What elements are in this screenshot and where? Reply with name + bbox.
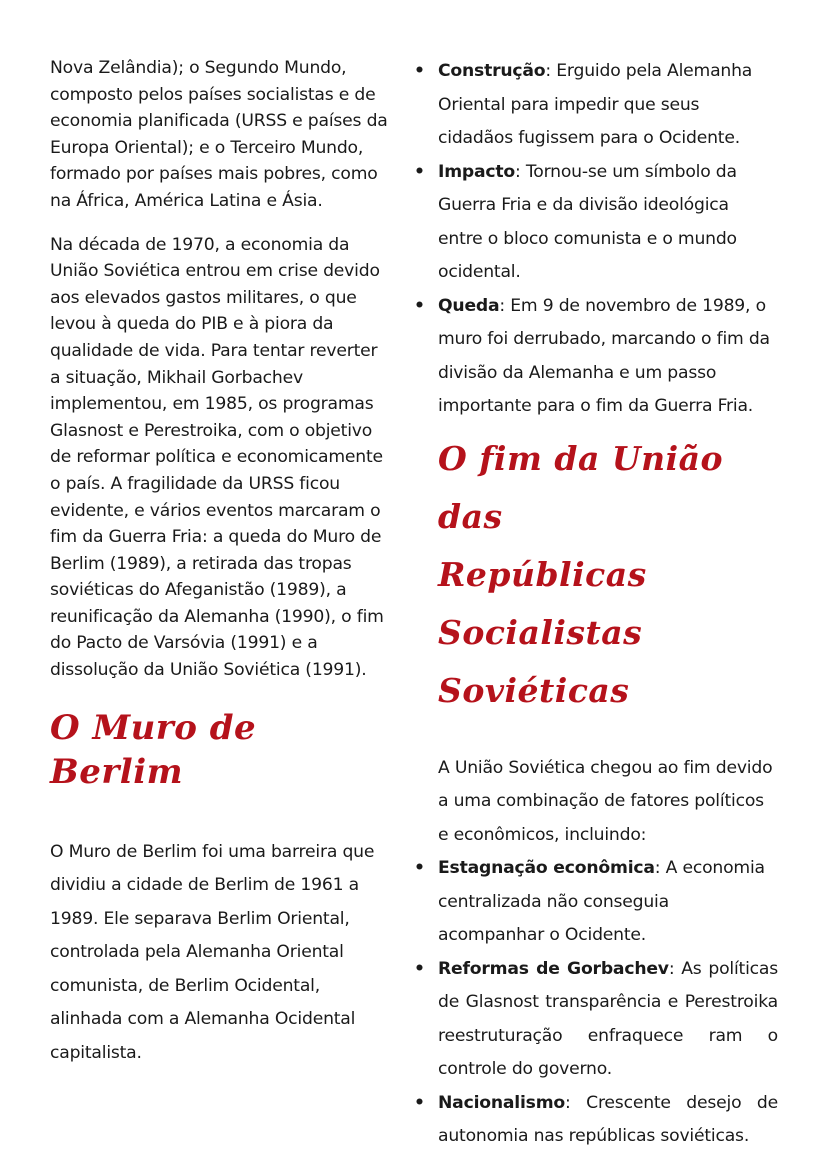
bullet-term: Reformas de Gorbachev — [438, 958, 669, 979]
list-item — [414, 156, 778, 290]
bullet-text: : Crescente desejo de autonomia nas repúblicas soviéticas. — [438, 1092, 778, 1146]
list-item — [414, 953, 778, 1087]
bullet-term: Impacto — [438, 161, 516, 182]
bullet-text: : Em 9 de novembro de 1989, o muro foi derrubado, marcando o fim da divisão da Alemanha e um passo importante para o fim da Guerra Fria. — [438, 295, 770, 416]
left-column — [50, 0, 390, 1070]
fim-heading — [414, 430, 778, 720]
bullet-icon: • — [414, 295, 425, 316]
list-item — [414, 55, 778, 156]
bullet-term: Nacionalismo — [438, 1092, 566, 1113]
right-column — [414, 0, 778, 1154]
muro-bullet-list — [414, 55, 778, 424]
bullet-icon: • — [414, 958, 425, 979]
bullet-text: : As políticas de Glasnost transparência e Perestroika reestruturação enfraquece ram o controle do governo. — [438, 958, 779, 1079]
intro-continuation-paragraph: Nova Zelândia); o Segundo Mundo, composto pelos países socialistas e de economia planificada (URSS e países da Europa Oriental); e o Terceiro Mundo, formado por países mais pobres, como na África, América Latina e Ásia. — [50, 58, 388, 211]
fim-heading-line-4: Soviéticas — [438, 670, 630, 710]
fim-heading-line-1: O fim da União das — [438, 438, 724, 536]
fim-bullet-list — [414, 852, 778, 1154]
bullet-icon: • — [414, 161, 425, 182]
fim-heading-line-3: Socialistas — [438, 612, 643, 652]
bullet-term: Construção — [438, 61, 546, 81]
bullet-term: Estagnação econômica — [438, 858, 655, 878]
bullet-text: : A economia centralizada não conseguia acompanhar o Ocidente. — [438, 858, 765, 945]
bullet-icon: • — [414, 1092, 425, 1113]
muro-paragraph: O Muro de Berlim foi uma barreira que dividiu a cidade de Berlim de 1961 a 1989. Ele separava Berlim Oriental, controlada pela Alemanha Oriental comunista, de Berlim Ocidental, alinhada com a Alemanha Ocidental capitalista. — [50, 841, 375, 1063]
bullet-text: : Erguido pela Alemanha Oriental para impedir que seus cidadãos fugissem para o Ocidente. — [438, 61, 753, 148]
fim-intro-paragraph: A União Soviética chegou ao fim devido a uma combinação de fatores políticos e econômicos, incluindo: — [438, 757, 773, 845]
list-item — [414, 852, 778, 953]
list-item — [414, 1087, 778, 1154]
muro-heading: O Muro de Berlim — [50, 707, 257, 792]
list-item — [414, 290, 778, 424]
bullet-text: : Tornou-se um símbolo da Guerra Fria e da divisão ideológica entre o bloco comunista e o mundo ocidental. — [438, 161, 737, 282]
bullet-icon: • — [414, 61, 425, 81]
fim-heading-line-2: Repúblicas — [438, 554, 647, 594]
crisis-paragraph: Na década de 1970, a economia da União Soviética entrou em crise devido aos elevados gastos militares, o que levou à queda do PIB e à piora da qualidade de vida. Para tentar reverter a situação, Mikhail Gorbachev implementou, em 1985, os programas Glasnost e Perestroika, com o objetivo de reformar política e economicamente o país. A fragilidade da URSS ficou evidente, e vários eventos marcaram o fim da Guerra Fria: a queda do Muro de Berlim (1989), a retirada das tropas soviéticas do Afeganistão (1989), a reunificação da Alemanha (1990), o fim do Pacto de Varsóvia (1991) e a dissolução da União Soviética (1991). — [50, 234, 384, 681]
bullet-icon: • — [414, 858, 425, 878]
bullet-term: Queda — [438, 295, 500, 316]
